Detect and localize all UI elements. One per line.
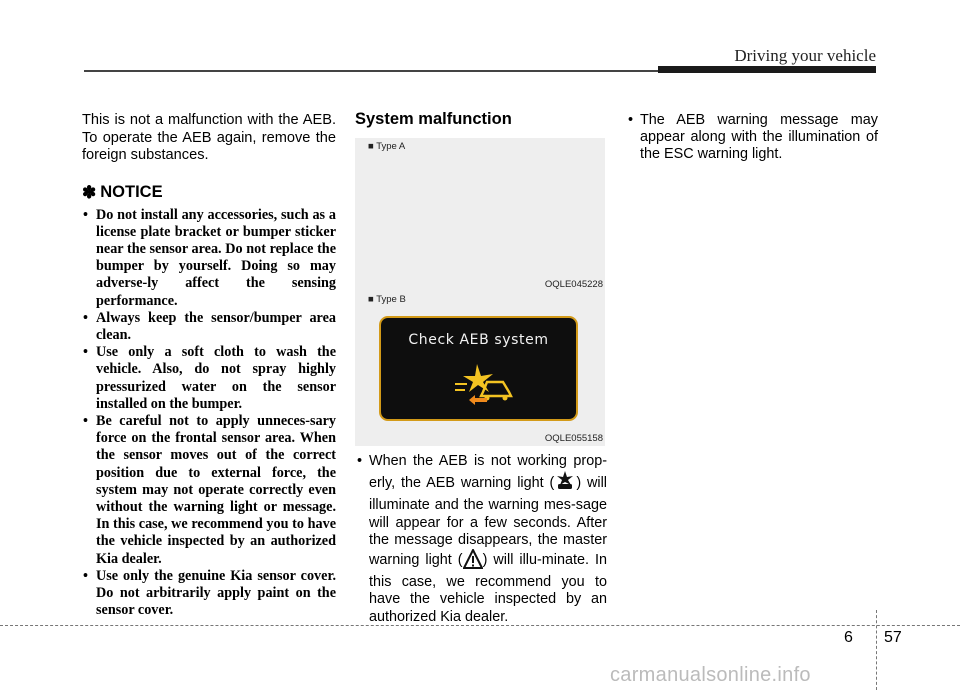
middle-column-heading <box>355 110 607 129</box>
left-column <box>82 112 336 619</box>
cluster-display <box>379 316 578 421</box>
notice-list <box>82 207 336 620</box>
master-warning-icon <box>463 549 483 574</box>
notice-item: • Always keep the sensor/bumper area clean. <box>82 310 336 344</box>
page-number: 57 <box>884 629 902 646</box>
figure-b-code: OQLE055158 <box>544 433 603 444</box>
footer-divider <box>876 610 877 690</box>
list-item <box>355 453 607 626</box>
notice-heading <box>82 183 336 203</box>
cluster-message: Check AEB system <box>408 332 549 348</box>
bullet-text-part-1: When the AEB is not working prop-erly, the AEB warning light ( <box>369 453 607 492</box>
header-rule-accent <box>658 66 876 73</box>
header-rule <box>84 70 660 72</box>
right-column <box>626 112 878 164</box>
middle-bullet-block <box>355 453 607 626</box>
right-bullet-list <box>626 112 878 164</box>
figure-type-a <box>355 138 605 292</box>
notice-star-icon: ✽ <box>82 182 97 202</box>
section-title: System malfunction <box>355 110 512 128</box>
figure-a-label: ■ Type A <box>368 141 406 152</box>
bullet-text-part-2: ) will illuminate and the warning mes-sage will appear for a few seconds. After the message disappears, the master warning light ( <box>369 475 608 569</box>
aeb-warning-light-icon <box>554 470 576 497</box>
list-item: • The AEB warning message may appear along with the illumination of the ESC warning light. <box>626 112 878 164</box>
bullet-text-part-3: ) will illu-minate. In this case, we recommend you to have the vehicle inspected by an authorized Kia dealer. <box>369 552 607 625</box>
notice-item: • Use only the genuine Kia sensor cover. Do not arbitrarily apply paint on the sensor cover. <box>82 568 336 620</box>
figure-a-code: OQLE045228 <box>544 279 603 290</box>
chapter-number: 6 <box>844 629 853 646</box>
notice-item: • Use only a soft cloth to wash the vehicle. Also, do not spray highly pressurized water on the sensor installed on the bumper. <box>82 344 336 413</box>
intro-paragraph: This is not a malfunction with the AEB. To operate the AEB again, remove the foreign substances. <box>82 112 336 163</box>
notice-heading-text: NOTICE <box>100 183 163 201</box>
middle-bullet-list <box>355 453 607 626</box>
notice-item: • Be careful not to apply unneces-sary force on the frontal sensor area. When the sensor moves out of the correct position due to external force, the system may not operate correctly even without the warning light or message. In this case, we recommend you to have the vehicle inspected by an authorized Kia dealer. <box>82 413 336 568</box>
aeb-collision-icon <box>445 362 517 412</box>
watermark: carmanualsonline.info <box>610 664 811 686</box>
footer-rule <box>0 625 960 626</box>
notice-item: • Do not install any accessories, such as a license plate bracket or bumper sticker near the sensor area. Do not replace the bumper by yourself. Doing so may adverse-ly affect the sensing performance. <box>82 207 336 310</box>
page-header-title: Driving your vehicle <box>734 46 876 65</box>
figure-b-label: ■ Type B <box>368 294 406 305</box>
